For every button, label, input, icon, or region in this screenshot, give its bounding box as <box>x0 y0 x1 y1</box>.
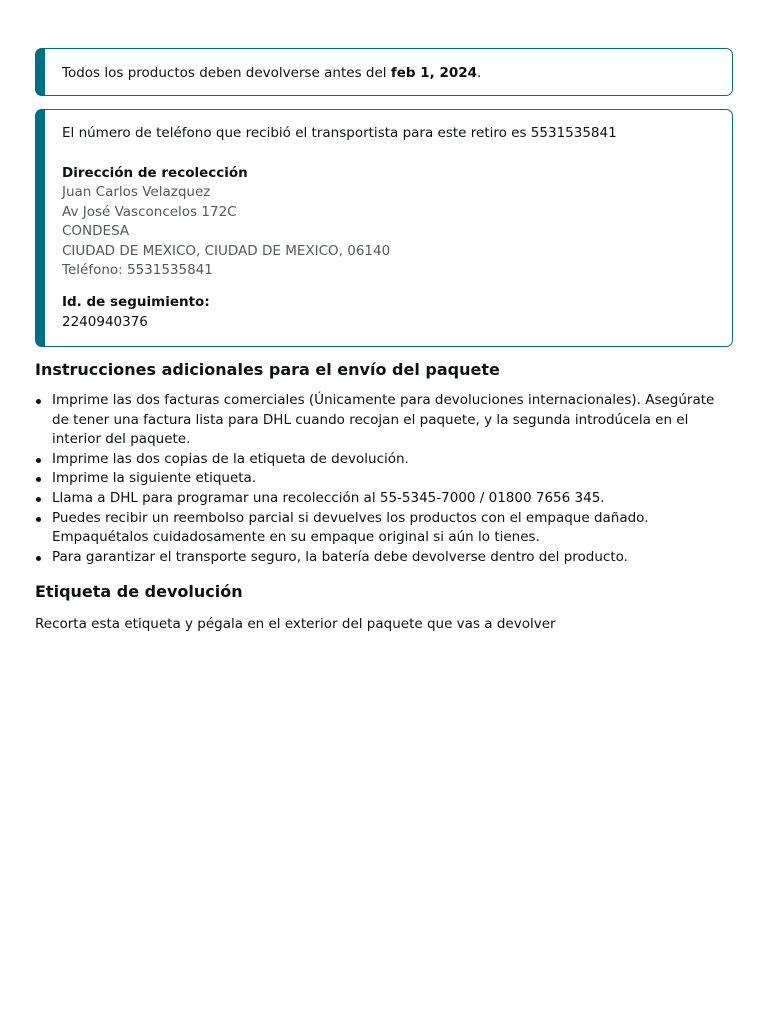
return-label-section <box>35 581 733 634</box>
carrier-phone-text: El número de teléfono que recibió el transportista para este retiro es 5531535841 <box>62 125 617 141</box>
list-item <box>35 509 733 548</box>
bullet-icon <box>36 517 41 522</box>
address-line: Av José Vasconcelos 172C <box>62 203 237 220</box>
tracking-info <box>62 293 718 332</box>
pickup-info-box <box>35 109 733 347</box>
bullet-icon <box>36 399 41 404</box>
deadline-date: feb 1, 2024 <box>390 65 478 81</box>
pickup-address-label: Dirección de recolección <box>62 165 248 181</box>
deadline-alert <box>35 48 733 96</box>
list-item-text: Imprime la siguiente etiqueta. <box>52 470 257 487</box>
instructions-list <box>35 391 733 567</box>
return-label-description: Recorta esta etiqueta y pégala en el exterior del paquete que vas a devolver <box>35 616 556 633</box>
tracking-id: 2240940376 <box>62 313 148 330</box>
deadline-prefix: Todos los productos deben devolverse antes del <box>62 65 391 81</box>
bullet-icon <box>36 497 41 502</box>
instructions-section <box>35 359 733 567</box>
list-item-text: Imprime las dos copias de la etiqueta de devolución. <box>52 450 409 467</box>
deadline-text <box>35 49 732 82</box>
return-label-heading: Etiqueta de devolución <box>35 582 243 602</box>
bullet-icon <box>36 556 41 561</box>
list-item-text: Puedes recibir un reembolso parcial si devuelves los productos con el empaque dañado. Empaquétalos cuidadosamente en su empaque original si aún lo tienes. <box>52 509 649 546</box>
address-line: Juan Carlos Velazquez <box>62 184 211 200</box>
bullet-icon <box>36 458 41 463</box>
address-line: CONDESA <box>62 223 130 240</box>
list-item <box>35 469 733 489</box>
address-line: CIUDAD DE MEXICO, CIUDAD DE MEXICO, 06140 <box>62 242 391 259</box>
pickup-address <box>62 164 718 281</box>
alert-accent-bar <box>35 109 45 347</box>
list-item <box>35 450 733 470</box>
list-item <box>35 548 733 568</box>
address-line: Teléfono: 5531535841 <box>62 262 213 279</box>
return-instructions-page <box>35 48 733 634</box>
bullet-icon <box>36 477 41 482</box>
instructions-heading: Instrucciones adicionales para el envío del paquete <box>35 360 500 379</box>
deadline-suffix: . <box>477 65 482 81</box>
list-item-text: Imprime las dos facturas comerciales (Únicamente para devoluciones internacionales). Asegúrate de tener una factura lista para DHL cuando recojan el paquete, y la segunda introdúcela en el interior del paquete. <box>52 392 715 448</box>
list-item <box>35 391 733 450</box>
alert-accent-bar <box>35 48 45 96</box>
list-item-text: Para garantizar el transporte seguro, la batería debe devolverse dentro del producto. <box>52 548 628 565</box>
tracking-label: Id. de seguimiento: <box>62 293 210 310</box>
list-item-text: Llama a DHL para programar una recolección al 55-5345-7000 / 01800 7656 345. <box>52 489 605 506</box>
list-item <box>35 489 733 509</box>
